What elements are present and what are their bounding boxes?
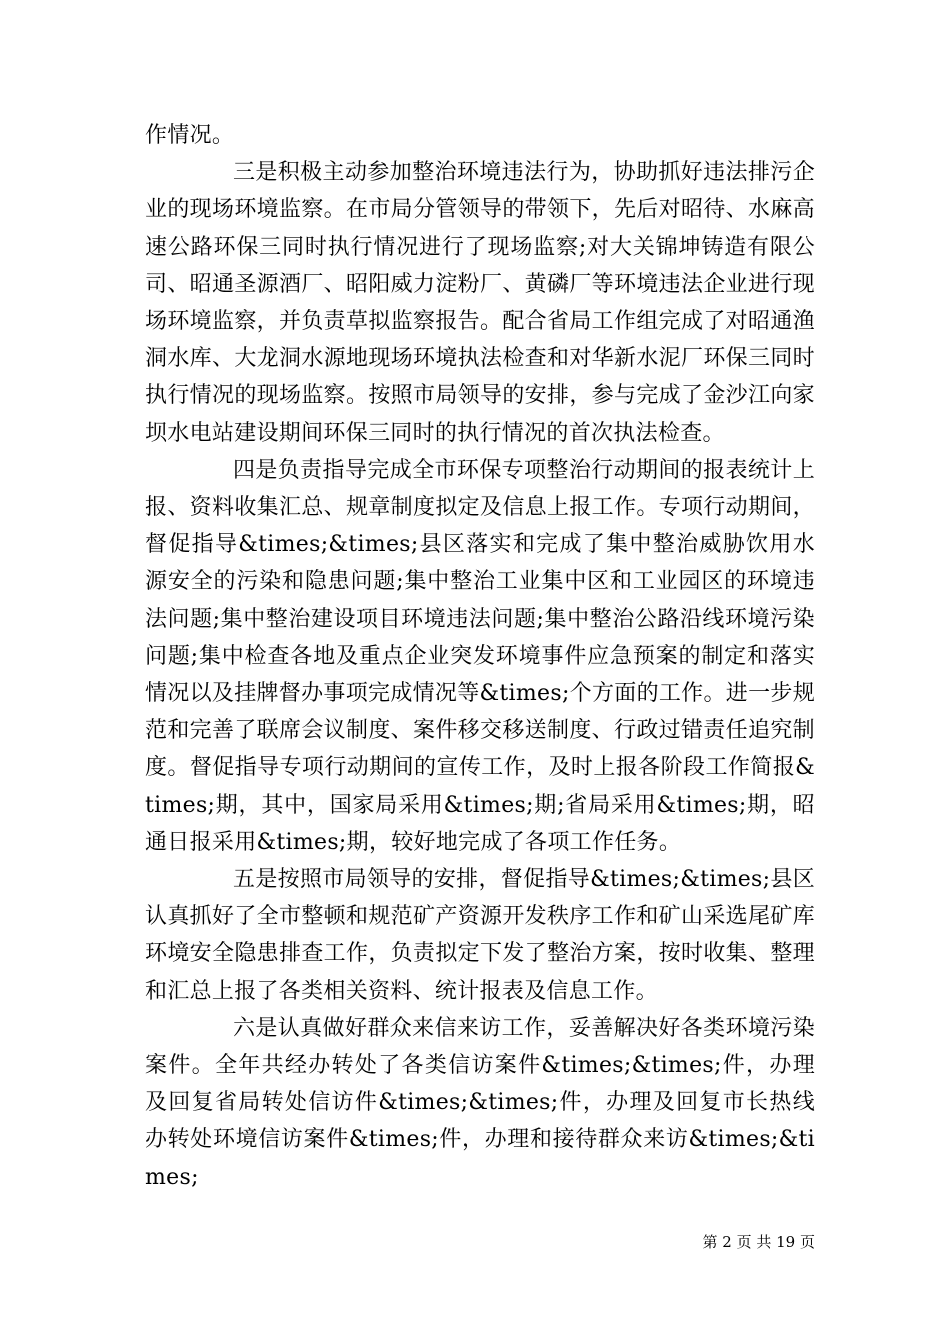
paragraph-item-six: 六是认真做好群众来信来访工作，妥善解决好各类环境污染案件。全年共经办转处了各类信访案件&times;&times;件，办理及回复省局转处信访件&times;&times;件，办理及回复市长热线办转处环境信访案件&times;件，办理和接待群众来访&times;&times; — [145, 1015, 815, 1190]
paragraph-item-four: 四是负责指导完成全市环保专项整治行动期间的报表统计上报、资料收集汇总、规章制度拟定及信息上报工作。专项行动期间，督促指导&times;&times;县区落实和完成了集中整治威胁饮用水源安全的污染和隐患问题;集中整治工业集中区和工业园区的环境违法问题;集中整治建设项目环境违法问题;集中整治公路沿线环境污染问题;集中检查各地及重点企业突发环境事件应急预案的制定和落实情况以及挂牌督办事项完成情况等&times;个方面的工作。进一步规范和完善了联席会议制度、案件移交移送制度、行政过错责任追究制度。督促指导专项行动期间的宣传工作，及时上报各阶段工作简报&times;期，其中，国家局采用&times;期;省局采用&times;期，昭通日报采用&times;期，较好地完成了各项工作任务。 — [145, 457, 815, 855]
paragraph-continuation: 作情况。 — [145, 123, 235, 148]
paragraph-item-five: 五是按照市局领导的安排，督促指导&times;&times;县区认真抓好了全市整顿和规范矿产资源开发秩序工作和矿山采选尾矿库环境安全隐患排查工作，负责拟定下发了整治方案，按时收集、整理和汇总上报了各类相关资料、统计报表及信息工作。 — [145, 867, 815, 1004]
paragraph-item-three: 三是积极主动参加整治环境违法行为，协助抓好违法排污企业的现场环境监察。在市局分管领导的带领下，先后对昭待、水麻高速公路环保三同时执行情况进行了现场监察;对大关锦坤铸造有限公司、昭通圣源酒厂、昭阳威力淀粉厂、黄磷厂等环境违法企业进行现场环境监察，并负责草拟监察报告。配合省局工作组完成了对昭通渔洞水库、大龙洞水源地现场环境执法检查和对华新水泥厂环保三同时执行情况的现场监察。按照市局领导的安排，参与完成了金沙江向家坝水电站建设期间环保三同时的执行情况的首次执法检查。 — [145, 160, 815, 446]
page-number-footer: 第 2 页 共 19 页 — [702, 1233, 815, 1251]
document-body — [145, 117, 815, 1196]
